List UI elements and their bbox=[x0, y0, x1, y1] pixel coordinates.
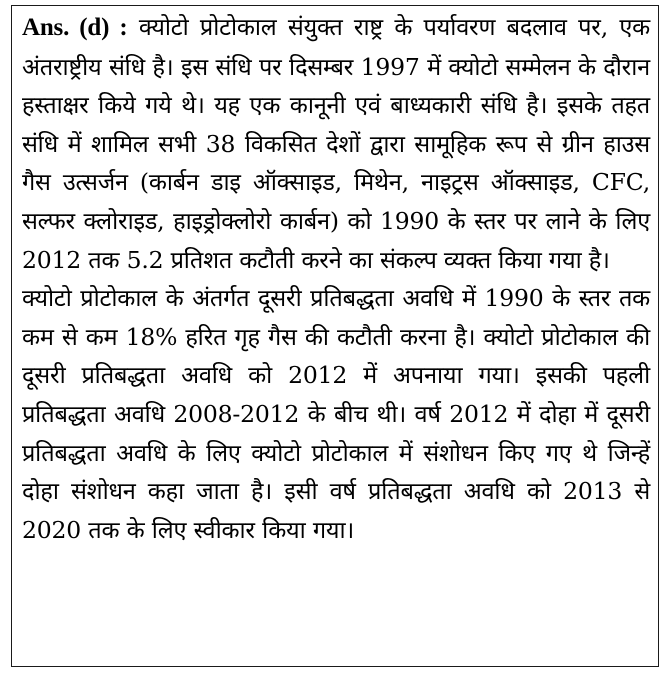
answer-paragraph-1 bbox=[22, 8, 650, 279]
answer-paragraph-2: क्योटो प्रोटोकाल के अंतर्गत दूसरी प्रतिबद्धता अवधि में 1990 के स्तर तक कम से कम 18% हरित गृह गैस की कटौती करना है। क्योटो प्रोटोकाल की दूसरी प्रतिबद्धता अवधि को 2012 में अपनाया गया। इसकी पहली प्रतिबद्धता अवधि 2008-2012 के बीच थी। वर्ष 2012 में दोहा में दूसरी प्रतिबद्धता अवधि के लिए क्योटो प्रोटोकाल में संशोधन किए गए थे जिन्हें दोहा संशोधन कहा जाता है। इसी वर्ष प्रतिबद्धता अवधि को 2013 से 2020 तक के लिए स्वीकार किया गया। bbox=[22, 284, 651, 544]
answer-label: Ans. (d) : bbox=[22, 14, 128, 41]
answer-paragraph-1-text: क्योटो प्रोटोकाल संयुक्त राष्ट्र के पर्यावरण बदलाव पर, एक अंतराष्ट्रीय संधि है। इस संधि पर दिसम्बर 1997 में क्योटो सम्मेलन के दौरान हस्ताक्षर किये गये थे। यह एक कानूनी एवं बाध्यकारी संधि है। इसके तहत संधि में शामिल सभी 38 विकसित देशों द्वारा सामूहिक रूप से ग्रीन हाउस गैस उत्सर्जन (कार्बन डाइ ऑक्साइड, मिथेन, नाइट्रस ऑक्साइड, CFC, सल्फर क्लोराइड, हाइड्रोक्लोरो कार्बन) को 1990 के स्तर पर लाने के लिए 2012 तक 5.2 प्रतिशत कटौती करने का संकल्प व्यक्त किया गया है। bbox=[22, 13, 650, 274]
answer-box bbox=[11, 5, 659, 667]
